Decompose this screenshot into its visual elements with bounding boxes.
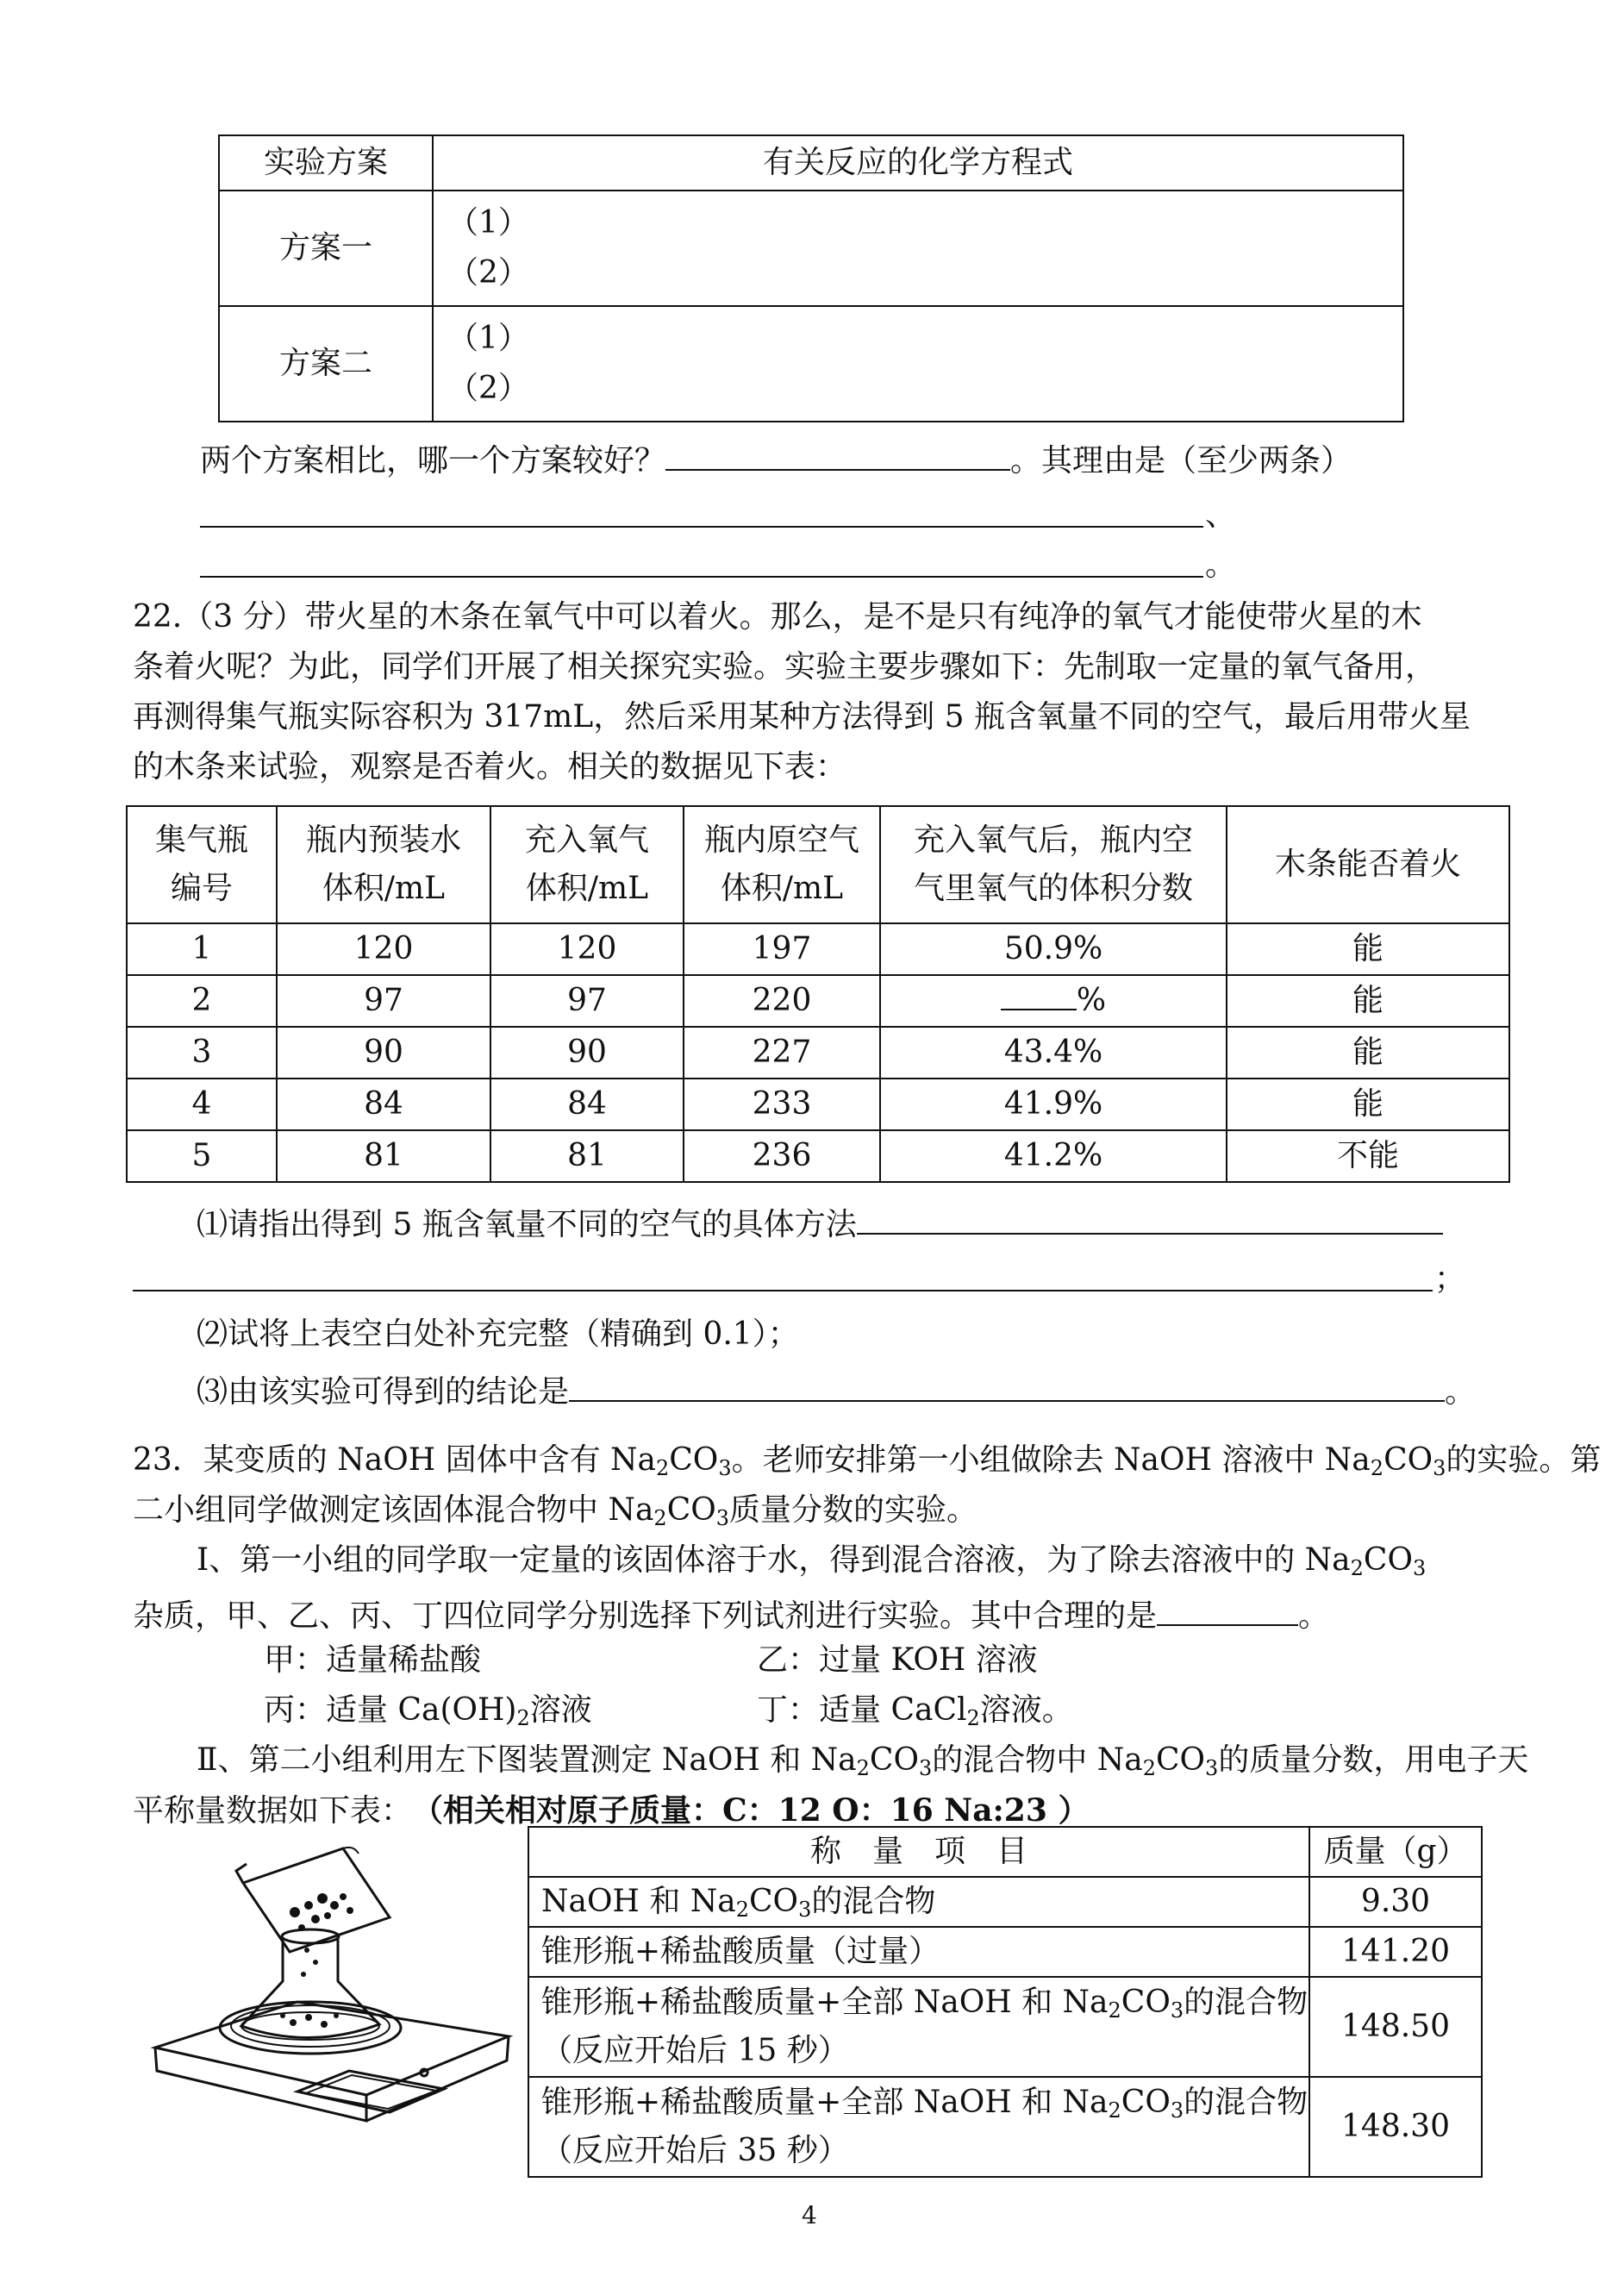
q22-line3: 再测得集气瓶实际容积为 317mL，然后采用某种方法得到 5 瓶含氧量不同的空气，最后用带火星: [133, 699, 1471, 735]
fill-blank[interactable]: [1001, 983, 1077, 1010]
mass-value: 141.20: [1309, 1927, 1482, 1977]
answer-blank[interactable]: [569, 1371, 1445, 1402]
table-cell: 能: [1227, 1079, 1509, 1130]
table-cell: 5: [127, 1130, 277, 1182]
percent-sign: %: [1076, 983, 1107, 1019]
q22-sub3-text: ⑶由该实验可得到的结论是: [197, 1374, 570, 1410]
q23-part2-line1: Ⅱ、第二小组利用左下图装置测定 NaOH 和 $Na_2CO_3$的混合物中 $Na_2CO_3$的质量分数，用电子天: [197, 1742, 1529, 1780]
mass-value: 148.50: [1309, 1977, 1482, 2077]
reason-prompt: 。其理由是（至少两条）: [1010, 443, 1352, 478]
separator-mark: 、: [1205, 497, 1237, 533]
q22-sub1: [197, 1204, 1443, 1241]
q22-line2: 条着火呢？为此，同学们开展了相关探究实验。实验主要步骤如下：先制取一定量的氧气备用，: [133, 649, 1437, 685]
table-cell: 50.9%: [880, 923, 1227, 975]
mass-item: 锥形瓶+稀盐酸质量+全部 NaOH 和 $Na_2CO_3$的混合物 （反应开始后 35 秒）: [528, 2077, 1309, 2177]
q23-part2-line2: 平称量数据如下表： （相关相对原子质量：C：12 O：16 Na:23 ）: [133, 1792, 1090, 1829]
table-cell: 不能: [1227, 1130, 1509, 1182]
table-cell: 81: [490, 1130, 684, 1182]
compare-question-text: 两个方案相比，哪一个方案较好？: [200, 443, 666, 478]
table-cell: 197: [684, 923, 880, 975]
table-cell: 1: [127, 923, 277, 975]
answer-line[interactable]: [133, 1290, 1433, 1291]
end-mark: ；: [1434, 1261, 1466, 1297]
answer-line[interactable]: [200, 526, 1203, 528]
table-cell: 能: [1227, 1027, 1509, 1079]
atomic-mass-note: （相关相对原子质量：C：12 O：16 Na:23 ）: [428, 1792, 1090, 1829]
table-cell: 能: [1227, 923, 1509, 975]
table-cell: 120: [277, 923, 490, 975]
answer-blank[interactable]: [665, 440, 1010, 471]
q23-line1: 23．某变质的 NaOH 固体中含有 $Na_2CO_3$。老师安排第一小组做除去 NaOH 溶液中 $Na_2CO_3$的实验。第: [133, 1442, 1602, 1480]
table-cell: 97: [490, 975, 684, 1027]
mass-value: 148.30: [1309, 2077, 1482, 2177]
compare-question: [200, 440, 1352, 477]
table-header: 木条能否着火: [1227, 806, 1509, 923]
mass-table-header-mass: 质量（g）: [1309, 1827, 1482, 1877]
table-cell: 2: [127, 975, 277, 1027]
table-row: [528, 1977, 1482, 2077]
table-header: 瓶内预装水 体积/mL: [277, 806, 490, 923]
balance-flask-illustration: [147, 1845, 517, 2216]
table-cell: 81: [277, 1130, 490, 1182]
table-cell: 236: [684, 1130, 880, 1182]
plan-table-header-plan: 实验方案: [219, 135, 433, 191]
table-row: [528, 2077, 1482, 2177]
table-cell: 120: [490, 923, 684, 975]
table-cell: 43.4%: [880, 1027, 1227, 1079]
table-row: [528, 1927, 1482, 1977]
plan-table: [218, 134, 1404, 422]
page-number: 4: [802, 2201, 817, 2229]
answer-blank[interactable]: [1157, 1595, 1298, 1626]
plan-two-equations: [433, 306, 1403, 422]
table-row: [127, 923, 1509, 975]
end-mark: 。: [1205, 547, 1237, 583]
table-row: [127, 1027, 1509, 1079]
table-cell: 220: [684, 975, 880, 1027]
q22-sub3: [197, 1371, 1476, 1408]
mass-item: 锥形瓶+稀盐酸质量+全部 NaOH 和 $Na_2CO_3$的混合物 （反应开始后 15 秒）: [528, 1977, 1309, 2077]
option-a: 甲：适量稀盐酸: [264, 1642, 482, 1678]
plan-table-header-equation: 有关反应的化学方程式: [433, 135, 1403, 191]
mass-item: NaOH 和 $Na_2CO_3$的混合物: [528, 1877, 1309, 1927]
q23-line2: 二小组同学做测定该固体混合物中 $Na_2CO_3$质量分数的实验。: [133, 1492, 978, 1530]
mass-table-header-item: 称 量 项 目: [528, 1827, 1309, 1877]
q23-part1-line1: Ⅰ、第一小组的同学取一定量的该固体溶于水，得到混合溶液，为了除去溶液中的 $Na_2CO_3$: [197, 1542, 1427, 1580]
q22-sub2: ⑵试将上表空白处补充完整（精确到 0.1）；: [197, 1316, 799, 1352]
plan-two-label: 方案二: [219, 306, 433, 422]
plan-one-equations: [433, 191, 1403, 306]
table-row: [127, 975, 1509, 1027]
table-row: [528, 1877, 1482, 1927]
plan-two-eq1: （1）: [447, 321, 529, 356]
plan-two-eq2: （2）: [447, 371, 529, 406]
plan-one-label: 方案一: [219, 191, 433, 306]
table-row: [127, 1130, 1509, 1182]
table-cell: 227: [684, 1027, 880, 1079]
end-mark: 。: [1445, 1374, 1477, 1410]
table-cell: 41.9%: [880, 1079, 1227, 1130]
end-mark: 。: [1298, 1598, 1330, 1634]
table-cell: 能: [1227, 975, 1509, 1027]
table-cell: 84: [277, 1079, 490, 1130]
table-header: 瓶内原空气 体积/mL: [684, 806, 880, 923]
mass-value: 9.30: [1309, 1877, 1482, 1927]
answer-line[interactable]: [200, 576, 1203, 578]
table-cell: 84: [490, 1079, 684, 1130]
table-cell: 4: [127, 1079, 277, 1130]
table-cell: 90: [490, 1027, 684, 1079]
option-c: 丙：适量 $Ca(OH)_2$溶液: [264, 1692, 592, 1730]
option-d: 丁：适量 CaCl$_2$溶液。: [757, 1692, 1073, 1730]
table-header: 充入氧气后，瓶内空 气里氧气的体积分数: [880, 806, 1227, 923]
table-cell: 41.2%: [880, 1130, 1227, 1182]
option-b: 乙：过量 KOH 溶液: [757, 1642, 1038, 1678]
table-header: 集气瓶 编号: [127, 806, 277, 923]
table-cell: 3: [127, 1027, 277, 1079]
table-row: [127, 1079, 1509, 1130]
mass-item: 锥形瓶+稀盐酸质量（过量）: [528, 1927, 1309, 1977]
mass-table: [528, 1826, 1483, 2178]
q22-sub1-text: ⑴请指出得到 5 瓶含氧量不同的空气的具体方法: [197, 1207, 857, 1242]
q22-line1: 22.（3 分）带火星的木条在氧气中可以着火。那么，是不是只有纯净的氧气才能使带火星的木: [133, 599, 1422, 635]
table-header: 充入氧气 体积/mL: [490, 806, 684, 923]
table-cell: 233: [684, 1079, 880, 1130]
q22-line4: 的木条来试验，观察是否着火。相关的数据见下表：: [133, 749, 847, 785]
table-cell: 90: [277, 1027, 490, 1079]
q23-part1-text: 杂质，甲、乙、丙、丁四位同学分别选择下列试剂进行实验。其中合理的是: [133, 1598, 1158, 1634]
plan-one-eq2: （2）: [447, 255, 529, 291]
fill-in-cell: [880, 975, 1227, 1027]
answer-blank[interactable]: [857, 1204, 1443, 1235]
table-cell: 97: [277, 975, 490, 1027]
q23-part1-line2: [133, 1595, 1329, 1632]
oxygen-data-table: [126, 805, 1510, 1183]
plan-one-eq1: （1）: [447, 205, 529, 241]
